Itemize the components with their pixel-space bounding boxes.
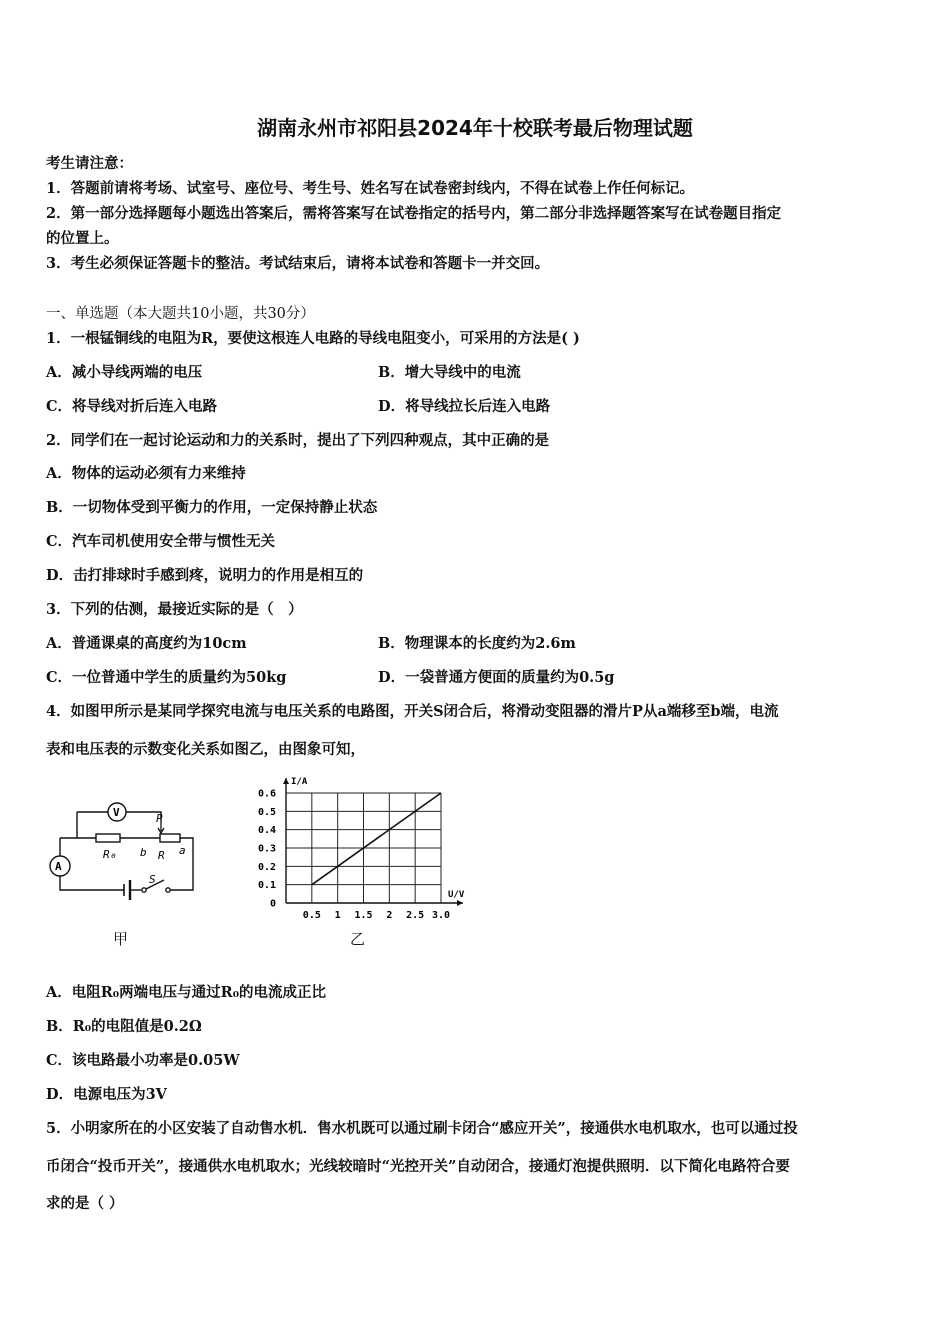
question-1-option-a: A．减小导线两端的电压 [46,364,203,381]
b-label: b [140,846,147,859]
voltmeter-label: V [113,806,120,819]
x-tick-label: 3.0 [431,910,451,921]
question-2-option-d: D．击打排球时手感到疼，说明力的作用是相互的 [46,567,364,584]
section-heading: 一、单选题（本大题共10小题，共30分） [46,306,315,322]
x-axis-label: U/V [448,890,465,900]
question-3-option-c: C．一位普通中学生的质量约为50kg [46,669,287,686]
figure-b-caption: 乙 [350,930,366,948]
y-tick-label: 0.5 [257,806,276,818]
switch-s [142,880,170,892]
notice-heading: 考生请注意： [46,155,133,172]
question-3-stem: 3．下列的估测，最接近实际的是（ ） [46,601,303,618]
r0-label: R₀ [103,848,117,861]
y-tick-label: 0.1 [257,880,276,892]
x-tick-label: 1.5 [354,910,373,921]
x-tick-label: 0.5 [302,910,321,921]
x-tick-label: 2.5 [406,910,425,921]
question-1-option-d: D．将导线拉长后连入电路 [378,398,551,415]
question-4-option-d: D．电源电压为3V [46,1086,167,1103]
x-axis-arrow [457,900,463,906]
circuit-diagram [40,790,210,905]
question-4-stem-line1: 4．如图甲所示是某同学探究电流与电压关系的电路图，开关S闭合后，将滑动变阻器的滑片P从a端移至b端，电流 [46,703,779,720]
notice-item: 的位置上。 [46,230,119,247]
question-4-option-a: A．电阻R₀两端电压与通过R₀的电流成正比 [46,984,327,1001]
page-title: 湖南永州市祁阳县2024年十校联考最后物理试题 [257,116,693,140]
question-3-option-a: A．普通课桌的高度约为10cm [46,635,247,652]
question-3-option-d: D．一袋普通方便面的质量约为0.5g [378,669,615,686]
series-line [312,793,441,885]
question-1-stem: 1．一根锰铜线的电阻为R，要使这根连人电路的导线电阻变小，可采用的方法是( ) [46,330,580,347]
notice-item: 1．答题前请将考场、试室号、座位号、考生号、姓名写在试卷密封线内，不得在试卷上作任何标记。 [46,180,695,197]
r-label: R [158,849,165,862]
question-1-option-b: B．增大导线中的电流 [378,364,521,381]
question-3-option-b: B．物理课本的长度约为2.6m [378,635,576,652]
resistor-r0 [96,834,120,842]
question-2-option-b: B．一切物体受到平衡力的作用，一定保持静止状态 [46,499,378,516]
question-2-option-c: C．汽车司机使用安全带与惯性无关 [46,533,276,550]
figure-a-caption: 甲 [113,930,129,948]
notice-item: 3．考生必须保证答题卡的整洁。考试结束后，请将本试卷和答题卡一并交回。 [46,255,550,272]
ammeter-label: A [55,860,62,873]
question-5-line1: 5．小明家所在的小区安装了自动售水机．售水机既可以通过刷卡闭合“感应开关”，接通供水电机取水，也可以通过投 [46,1120,798,1137]
y-tick-label: 0.4 [257,825,276,837]
question-1-option-c: C．将导线对折后连入电路 [46,398,218,415]
question-2-option-a: A．物体的运动必须有力来维持 [46,465,246,482]
a-label: a [179,844,186,857]
question-4-stem-line2: 表和电压表的示数变化关系如图乙，由图象可知， [46,741,365,758]
question-4-option-b: B．R₀的电阻值是0.2Ω [46,1018,202,1035]
question-2-stem: 2．同学们在一起讨论运动和力的关系时，提出了下列四种观点，其中正确的是 [46,432,550,449]
y-tick-label: 0 [269,898,276,910]
p-label: P [156,812,163,825]
y-axis-label: I/A [291,777,308,787]
question-4-option-c: C．该电路最小功率是0.05W [46,1052,240,1069]
question-5-line3: 求的是（ ） [46,1195,124,1212]
y-tick-label: 0.2 [257,861,276,873]
y-axis-arrow [283,778,289,784]
notice-item: 2．第一部分选择题每小题选出答案后，需将答案写在试卷指定的括号内，第二部分非选择题答案写在试卷题目指定 [46,205,782,222]
y-tick-label: 0.3 [257,843,276,855]
rheostat-r [160,834,180,842]
x-tick-label: 2 [386,910,393,921]
x-tick-label: 1 [334,910,341,921]
question-5-line2: 币闭合“投币开关”，接通供水电机取水；光线较暗时“光控开关”自动闭合，接通灯泡提供照明．以下简化电路符合要 [46,1158,790,1175]
iu-chart [250,772,475,922]
y-tick-label: 0.6 [257,788,276,800]
s-label: S [149,873,156,886]
